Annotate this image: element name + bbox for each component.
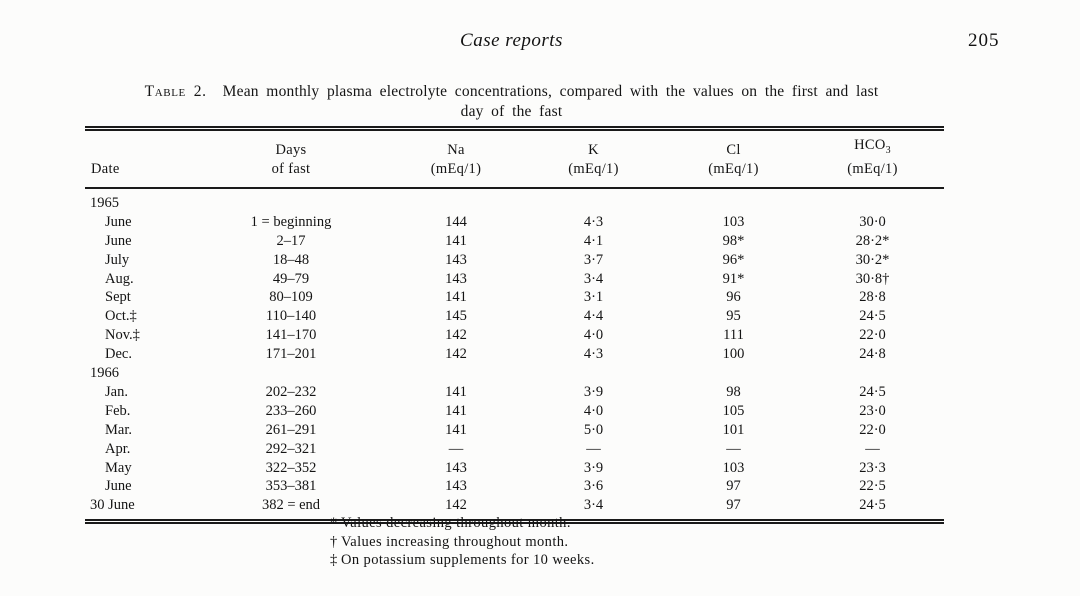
year-label: 1966: [90, 365, 119, 382]
cell-days: 49–79: [272, 270, 310, 287]
cell-na: 141: [445, 289, 467, 306]
cell-na: 144: [445, 213, 467, 230]
dagger-marker: †: [330, 533, 338, 550]
cell-hco3: 30·2*: [855, 251, 890, 268]
cell-k: 4·4: [583, 308, 604, 325]
cell-date: Jan.: [105, 383, 128, 400]
cell-na: —: [448, 440, 464, 457]
cell-k: 4·0: [583, 402, 604, 419]
double-dagger-marker: ‡: [330, 552, 338, 569]
cell-cl: 97: [726, 478, 741, 495]
cell-k: 4·1: [583, 232, 604, 249]
cell-date: Feb.: [105, 402, 131, 419]
cell-cl: 105: [722, 402, 745, 419]
footnotes: [330, 514, 595, 570]
cell-na: 141: [445, 232, 467, 249]
cell-na: 142: [445, 346, 467, 363]
footnote-text: On potassium supplements for 10 weeks.: [341, 552, 595, 569]
cell-k: —: [586, 440, 601, 457]
cell-days: 171–201: [265, 346, 317, 363]
cell-hco3: 30·8†: [855, 270, 890, 287]
cell-na: 145: [445, 308, 467, 325]
cell-k: 3·4: [583, 497, 604, 514]
cell-na: 143: [445, 270, 467, 287]
cell-k: 3·6: [583, 478, 604, 495]
cell-days: 233–260: [265, 402, 317, 419]
cell-na: 143: [445, 459, 467, 476]
page-number: 205: [968, 30, 1000, 51]
table-body: [85, 188, 944, 522]
asterisk-marker: *: [330, 515, 338, 531]
cell-hco3: 24·8: [859, 346, 886, 363]
cell-k: 4·3: [583, 346, 604, 363]
table-row: [85, 307, 944, 326]
cell-days: 292–321: [265, 440, 317, 457]
table-row: [85, 383, 944, 402]
column-header-k: K (mEq/1): [568, 141, 619, 177]
cell-days: 80–109: [269, 289, 313, 306]
cell-k: 3·9: [583, 383, 604, 400]
table-row: [85, 251, 944, 270]
cell-days: 202–232: [265, 383, 317, 400]
table-row: [85, 288, 944, 307]
cell-date: Oct.‡: [105, 308, 137, 325]
cell-hco3: 24·5: [859, 497, 886, 514]
cell-k: 4·0: [583, 327, 604, 344]
cell-days: 141–170: [265, 327, 317, 344]
cell-hco3: 23·0: [859, 402, 886, 419]
cell-cl: 103: [722, 459, 745, 476]
table-caption: [85, 82, 938, 121]
cell-date: Apr.: [105, 440, 131, 457]
cell-hco3: 22·0: [859, 327, 886, 344]
column-header-cl: Cl (mEq/1): [708, 141, 759, 177]
table-caption-line2: day of the fast: [460, 102, 563, 120]
cell-cl: 98*: [722, 232, 745, 249]
table-row: [85, 477, 944, 496]
cell-cl: 95: [726, 308, 741, 325]
cell-na: 141: [445, 383, 467, 400]
cell-days: 110–140: [265, 308, 317, 325]
cell-date: Nov.‡: [105, 327, 140, 344]
table-row: [85, 459, 944, 478]
table-row: [85, 232, 944, 251]
year-label: 1965: [90, 194, 119, 211]
year-row: [85, 364, 944, 383]
cell-cl: 91*: [722, 270, 745, 287]
electrolyte-table: [85, 126, 938, 524]
cell-cl: —: [726, 440, 741, 457]
table-row: [85, 326, 944, 345]
cell-cl: 97: [726, 497, 741, 514]
cell-date: May: [105, 459, 132, 476]
cell-days: 1 = beginning: [250, 213, 332, 230]
cell-date: June: [105, 478, 132, 495]
cell-date: 30 June: [90, 497, 135, 514]
cell-hco3: 28·8: [859, 289, 886, 306]
table-row: [85, 402, 944, 421]
table-head: [85, 129, 944, 188]
cell-k: 4·3: [583, 213, 604, 230]
cell-na: 142: [445, 497, 467, 514]
cell-hco3: 22·5: [859, 478, 886, 495]
footnote-double-dagger: [330, 551, 595, 570]
cell-hco3: 30·0: [859, 213, 886, 230]
table-row: [85, 213, 944, 232]
year-row: [85, 188, 944, 213]
cell-date: June: [105, 232, 132, 249]
cell-date: Mar.: [105, 421, 132, 438]
table-row: [85, 270, 944, 289]
data-table: [85, 126, 944, 524]
cell-hco3: 22·0: [859, 421, 886, 438]
cell-cl: 111: [723, 327, 744, 344]
column-header-hco3: $HCO_3$ (mEq/1): [847, 137, 898, 177]
table-row: [85, 345, 944, 364]
cell-date: Aug.: [105, 270, 134, 287]
column-header-date: Date: [91, 160, 120, 177]
cell-na: 142: [445, 327, 467, 344]
cell-date: Sept: [105, 289, 131, 306]
cell-k: 3·7: [583, 251, 604, 268]
cell-days: 353–381: [265, 478, 317, 495]
cell-hco3: 24·5: [859, 308, 886, 325]
cell-days: 18–48: [272, 251, 310, 268]
footnote-asterisk: [330, 514, 595, 533]
running-head-title: Case reports: [460, 30, 563, 51]
header-row: [85, 129, 944, 188]
cell-cl: 96*: [722, 251, 745, 268]
cell-hco3: —: [865, 440, 880, 457]
cell-cl: 98: [726, 383, 741, 400]
cell-cl: 103: [722, 213, 745, 230]
cell-days: 382 = end: [261, 497, 321, 514]
cell-cl: 96: [726, 289, 741, 306]
cell-k: 3·1: [583, 289, 604, 306]
cell-days: 2–17: [276, 232, 306, 249]
cell-k: 5·0: [583, 421, 604, 438]
cell-k: 3·9: [583, 459, 604, 476]
table-row: [85, 421, 944, 440]
cell-days: 261–291: [265, 421, 317, 438]
cell-cl: 100: [722, 346, 745, 363]
footnote-dagger: [330, 533, 595, 552]
cell-date: June: [105, 213, 132, 230]
table-row: [85, 440, 944, 459]
cell-date: Dec.: [105, 346, 132, 363]
cell-hco3: 24·5: [859, 383, 886, 400]
cell-k: 3·4: [583, 270, 604, 287]
column-header-na: Na (mEq/1): [430, 141, 482, 177]
cell-na: 141: [445, 421, 467, 438]
cell-date: July: [105, 251, 130, 268]
cell-na: 141: [445, 402, 467, 419]
cell-na: 143: [445, 251, 467, 268]
footnote-text: Values increasing throughout month.: [341, 533, 569, 550]
table-caption-line1: Mean monthly plasma electrolyte concentrations, compared with the values on the first and last: [222, 83, 879, 100]
cell-cl: 101: [722, 421, 745, 438]
cell-days: 322–352: [265, 459, 317, 476]
cell-hco3: 28·2*: [855, 232, 890, 249]
cell-hco3: 23·3: [859, 459, 886, 476]
cell-na: 143: [445, 478, 467, 495]
table-label: Table 2.: [144, 83, 207, 100]
column-header-days: Days of fast: [271, 141, 311, 177]
footnote-text: Values decreasing throughout month.: [341, 515, 571, 531]
